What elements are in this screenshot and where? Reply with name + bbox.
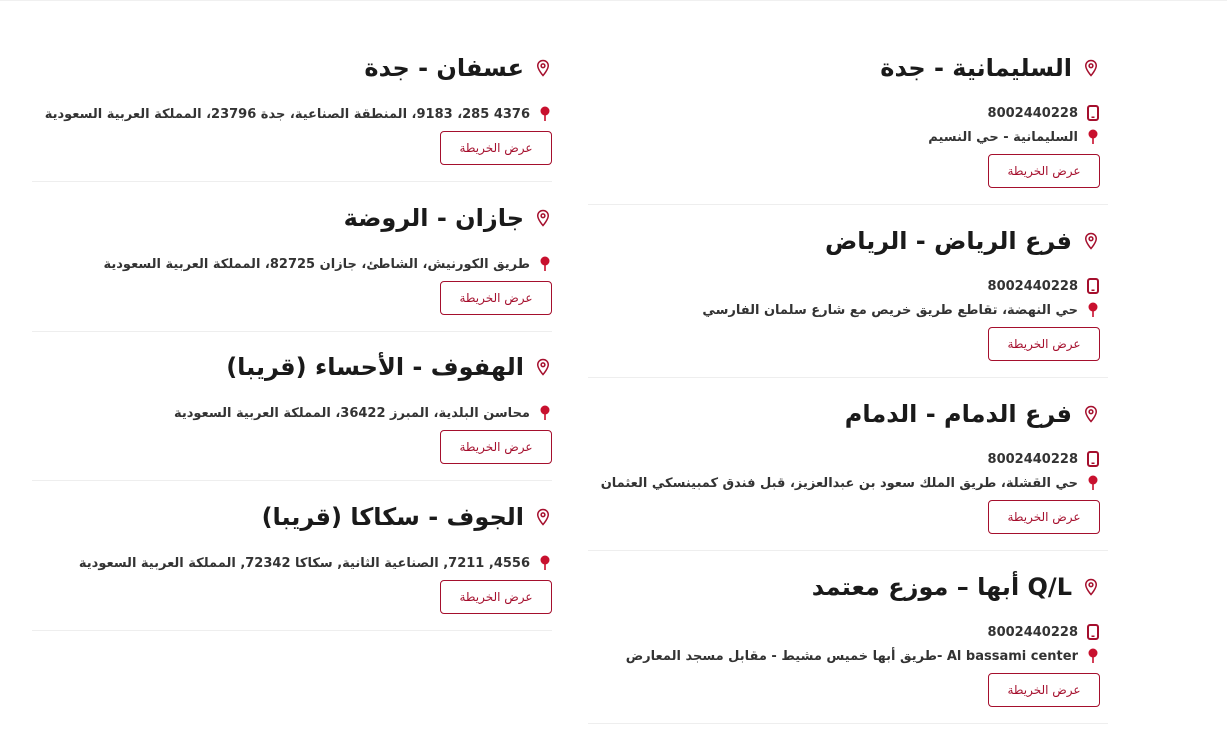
map-pin-icon (538, 256, 552, 272)
branch-phone[interactable]: 8002440228 (987, 278, 1078, 294)
map-pin-icon (1086, 302, 1100, 318)
location-outline-icon (534, 59, 552, 77)
branch-address: طريق الكورنيش، الشاطئ، جازان 82725، المملكة العربية السعودية (103, 256, 530, 272)
branch-phone[interactable]: 8002440228 (987, 624, 1078, 640)
branch-title: عسفان - جدة (364, 54, 524, 82)
map-pin-icon (1086, 475, 1100, 491)
show-map-button[interactable]: عرض الخريطة (988, 327, 1100, 361)
branch-card (588, 50, 1108, 205)
location-outline-icon (1082, 232, 1100, 250)
map-pin-icon (1086, 129, 1100, 145)
map-pin-icon (538, 405, 552, 421)
show-map-button[interactable]: عرض الخريطة (440, 131, 552, 165)
phone-icon (1086, 624, 1100, 640)
branch-card (32, 349, 552, 481)
branch-title: الجوف - سكاكا (قريبا) (261, 503, 524, 531)
location-outline-icon (1082, 578, 1100, 596)
branch-address: 4376 285، 9183، المنطقة الصناعية، جدة 23796، المملكة العربية السعودية (44, 106, 530, 122)
show-map-button[interactable]: عرض الخريطة (988, 673, 1100, 707)
branch-address: محاسن البلدية، المبرز 36422، المملكة العربية السعودية (173, 405, 530, 421)
branch-card (588, 569, 1108, 724)
show-map-button[interactable]: عرض الخريطة (440, 430, 552, 464)
branch-phone[interactable]: 8002440228 (987, 451, 1078, 467)
location-outline-icon (1082, 405, 1100, 423)
branch-title: فرع الرياض - الرياض (824, 227, 1072, 255)
map-pin-icon (538, 106, 552, 122)
map-pin-icon (1086, 648, 1100, 664)
show-map-button[interactable]: عرض الخريطة (988, 154, 1100, 188)
map-pin-icon (538, 555, 552, 571)
branch-address: حي القشلة، طريق الملك سعود بن عبدالعزيز، قبل فندق كمبينسكي العثمان (600, 475, 1078, 491)
branch-phone[interactable]: 8002440228 (987, 105, 1078, 121)
branch-address: 4556, 7211, الصناعية الثانية, سكاكا 72342, المملكة العربية السعودية (78, 555, 530, 571)
phone-icon (1086, 451, 1100, 467)
branch-card (32, 50, 552, 182)
location-outline-icon (534, 358, 552, 376)
branch-title: السليمانية - جدة (880, 54, 1072, 82)
branch-title: فرع الدمام - الدمام (844, 400, 1072, 428)
branch-card (588, 396, 1108, 551)
show-map-button[interactable]: عرض الخريطة (440, 580, 552, 614)
branch-address: Al bassami center -طريق أبها خميس مشيط - مقابل مسجد المعارض (625, 648, 1078, 664)
phone-icon (1086, 105, 1100, 121)
branch-title: الهفوف - الأحساء (قريبا) (226, 353, 524, 381)
location-outline-icon (1082, 59, 1100, 77)
branch-card (32, 499, 552, 631)
branch-address: السليمانية - حي النسيم (928, 129, 1078, 145)
show-map-button[interactable]: عرض الخريطة (440, 281, 552, 315)
branch-card (32, 200, 552, 332)
branch-address: حي النهضة، تقاطع طريق خريص مع شارع سلمان الفارسي (702, 302, 1078, 318)
branch-title: جازان - الروضة (343, 204, 524, 232)
branch-title: Q/L أبها – موزع معتمد (811, 573, 1072, 601)
location-outline-icon (534, 209, 552, 227)
top-divider (0, 0, 1227, 1)
show-map-button[interactable]: عرض الخريطة (988, 500, 1100, 534)
branch-card (588, 223, 1108, 378)
phone-icon (1086, 278, 1100, 294)
location-outline-icon (534, 508, 552, 526)
